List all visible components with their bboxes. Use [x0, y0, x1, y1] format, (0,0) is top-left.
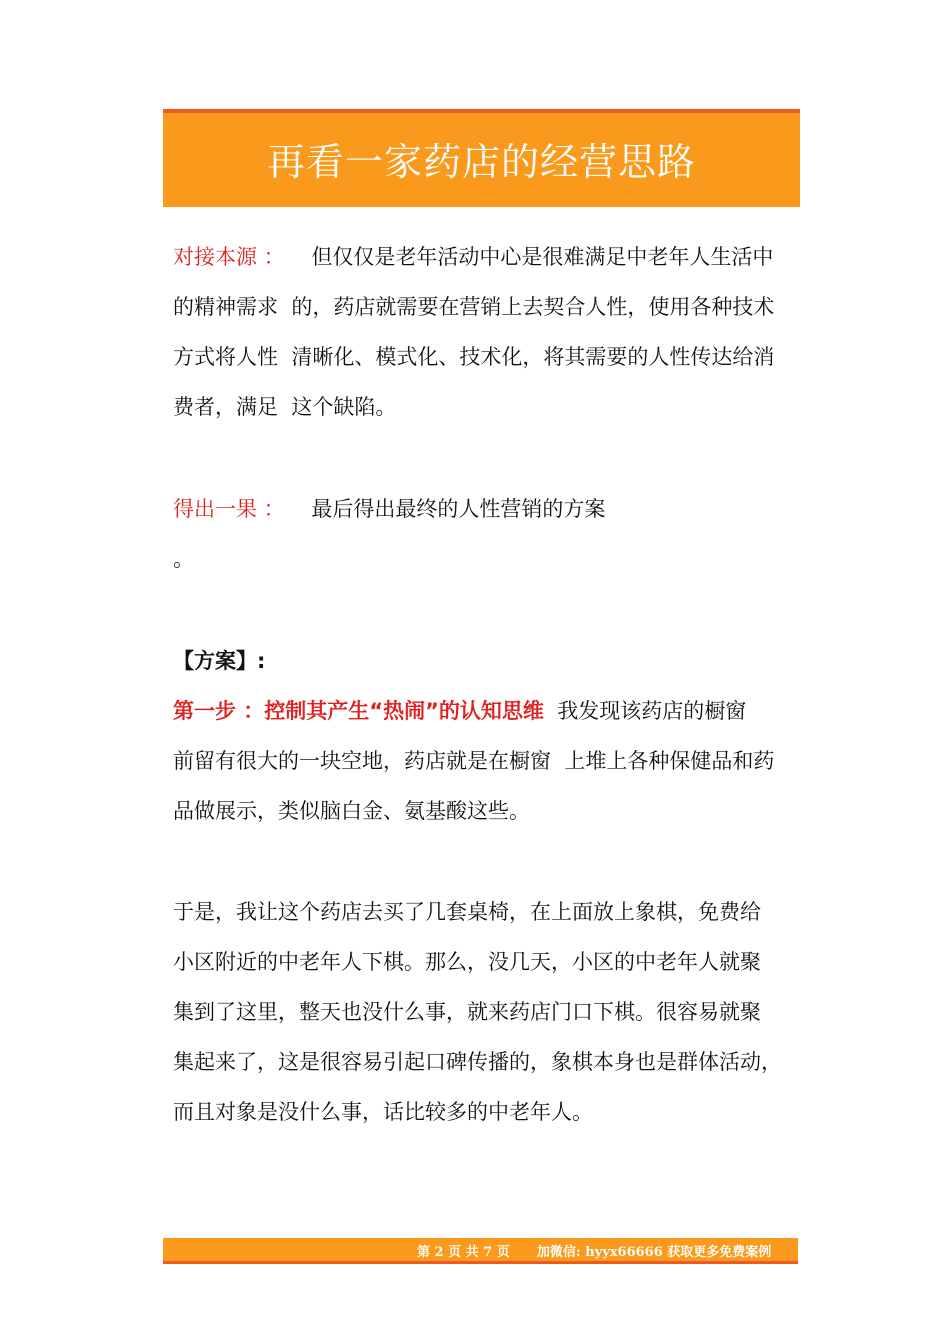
- docking-line-3: 方式将人性 清晰化、模式化、技术化，将其需要的人性传达给消: [173, 345, 775, 369]
- story-line-4: 集起来了，这是很容易引起口碑传播的，象棋本身也是群体活动，: [173, 1050, 782, 1074]
- page-title: 再看一家药店的经营思路: [266, 139, 696, 184]
- plan-heading: 【方案】:: [173, 649, 266, 673]
- story-line-3: 集到了这里，整天也没什么事，就来药店门口下棋。很容易就聚: [173, 1000, 761, 1024]
- result-label: 得出一果 ：: [173, 497, 285, 521]
- footer-page-info: 第 2 页 共 7 页: [417, 1245, 510, 1260]
- story-line-5: 而且对象是没什么事，话比较多的中老年人。: [173, 1100, 593, 1124]
- story-line-1: 于是，我让这个药店去买了几套桌椅，在上面放上象棋，免费给: [173, 900, 761, 924]
- result-paragraph: [173, 484, 823, 584]
- plan-step1-label: 第一步 ：控制其产生“热闹”的认知思维: [173, 699, 544, 723]
- plan-step1-line-3: 品做展示，类似脑白金、氨基酸这些。: [173, 799, 530, 823]
- plan-paragraph: [173, 636, 823, 836]
- docking-line-4: 费者，满足 这个缺陷。: [173, 395, 397, 419]
- plan-step1-line-1: [173, 686, 823, 736]
- docking-text-1: 但仅仅是老年活动中心是很难满足中老年人生活中: [311, 245, 774, 269]
- docking-paragraph: [173, 232, 823, 432]
- plan-step1-line-2: 前留有很大的一块空地，药店就是在橱窗 上堆上各种保健品和药: [173, 749, 775, 773]
- result-text: 最后得出最终的人性营销的方案: [311, 497, 606, 521]
- story-paragraph: [173, 887, 823, 1137]
- docking-label: 对接本源 ：: [173, 245, 285, 269]
- plan-step1-first: 我发现该药店的橱窗: [557, 699, 747, 723]
- result-line-2: 。: [173, 547, 194, 571]
- story-line-2: 小区附近的中老年人下棋。那么，没几天，小区的中老年人就聚: [173, 950, 761, 974]
- footer-text: [417, 1241, 771, 1260]
- docking-line-1: [173, 232, 823, 282]
- docking-line-2: 的精神需求 的，药店就需要在营销上去契合人性，使用各种技术: [173, 295, 775, 319]
- footer-promo: 加微信: hyyx66666 获取更多免费案例: [536, 1245, 772, 1260]
- result-line-1: [173, 484, 823, 534]
- title-banner: [163, 109, 800, 207]
